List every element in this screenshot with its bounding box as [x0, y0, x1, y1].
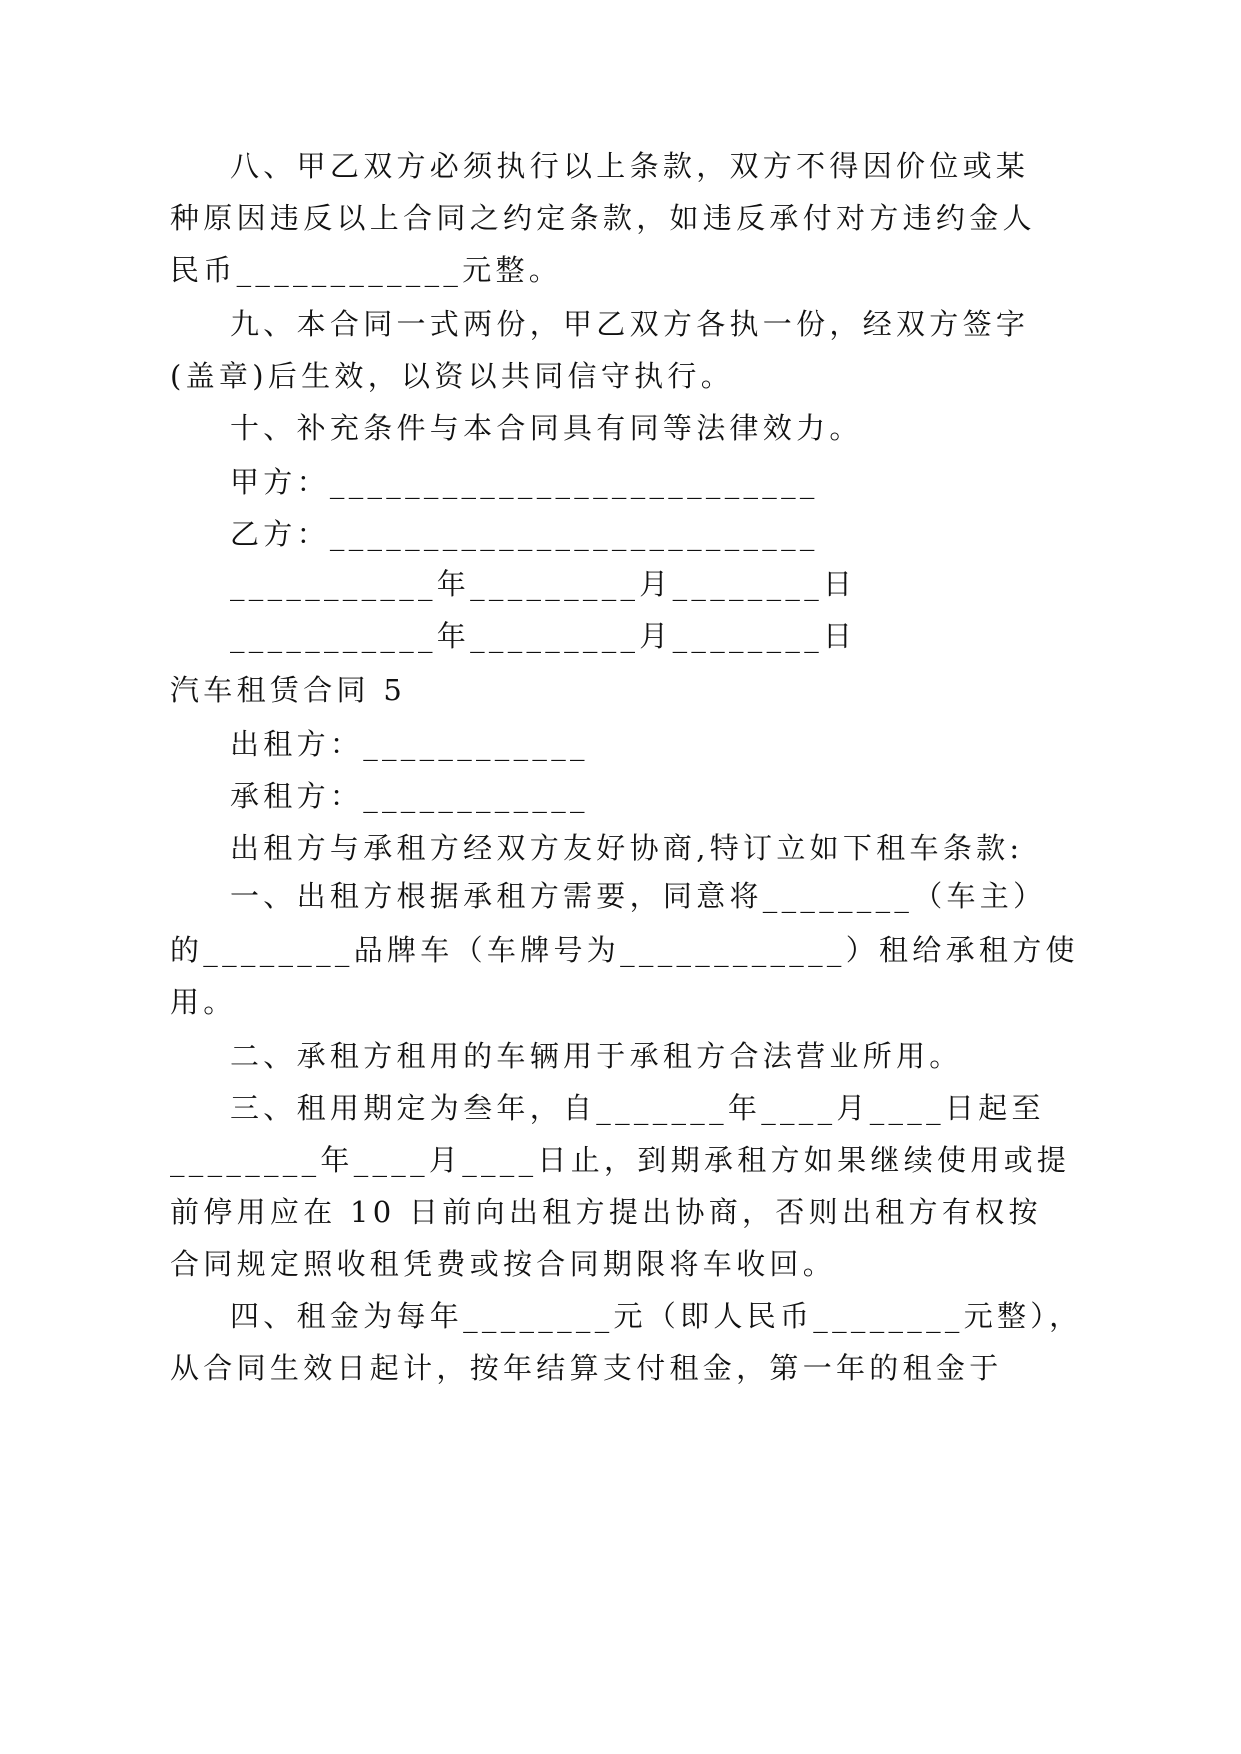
- preamble: 出租方与承租方经双方友好协商,特订立如下租车条款:: [230, 831, 1024, 865]
- clause-9-line-2: (盖章)后生效，以资以共同信守执行。: [170, 359, 735, 393]
- clause-1-line-2: 的________品牌车（车牌号为____________）租给承租方使: [170, 933, 1079, 967]
- clause-1-line-1: 一、出租方根据承租方需要，同意将________（车主）: [230, 879, 1047, 913]
- clause-3-line-4: 合同规定照收租凭费或按合同期限将车收回。: [170, 1247, 837, 1281]
- clause-3-line-2: ________年____月____日止，到期承租方如果继续使用或提: [170, 1143, 1071, 1177]
- clause-1-line-3: 用。: [170, 985, 237, 1019]
- clause-8-line-1: 八、甲乙双方必须执行以上条款，双方不得因价位或某: [230, 149, 1030, 183]
- clause-9-line-1: 九、本合同一式两份，甲乙双方各执一份，经双方签字: [230, 307, 1030, 341]
- clause-4-line-1: 四、租金为每年________元（即人民币________元整），: [230, 1299, 1083, 1333]
- clause-4-line-2: 从合同生效日起计，按年结算支付租金，第一年的租金于: [170, 1351, 1003, 1385]
- date-line-1: ___________年_________月________日: [230, 567, 857, 601]
- lessee-field: 承租方：____________: [230, 779, 589, 813]
- clause-3-line-3: 前停用应在 10 日前向出租方提出协商，否则出租方有权按: [170, 1195, 1042, 1229]
- clause-8-line-2: 种原因违反以上合同之约定条款，如违反承付对方违约金人: [170, 201, 1036, 235]
- date-line-2: ___________年_________月________日: [230, 619, 857, 653]
- clause-3-line-1: 三、租用期定为叁年，自_______年____月____日起至: [230, 1091, 1045, 1125]
- clause-2: 二、承租方租用的车辆用于承租方合法营业所用。: [230, 1039, 963, 1073]
- clause-8-line-3: 民币____________元整。: [170, 253, 563, 287]
- party-b-signature: 乙方：__________________________: [230, 517, 819, 551]
- party-a-signature: 甲方：__________________________: [230, 465, 819, 499]
- contract-5-title: 汽车租赁合同 5: [170, 673, 407, 707]
- clause-10: 十、补充条件与本合同具有同等法律效力。: [230, 411, 863, 445]
- lessor-field: 出租方：____________: [230, 727, 589, 761]
